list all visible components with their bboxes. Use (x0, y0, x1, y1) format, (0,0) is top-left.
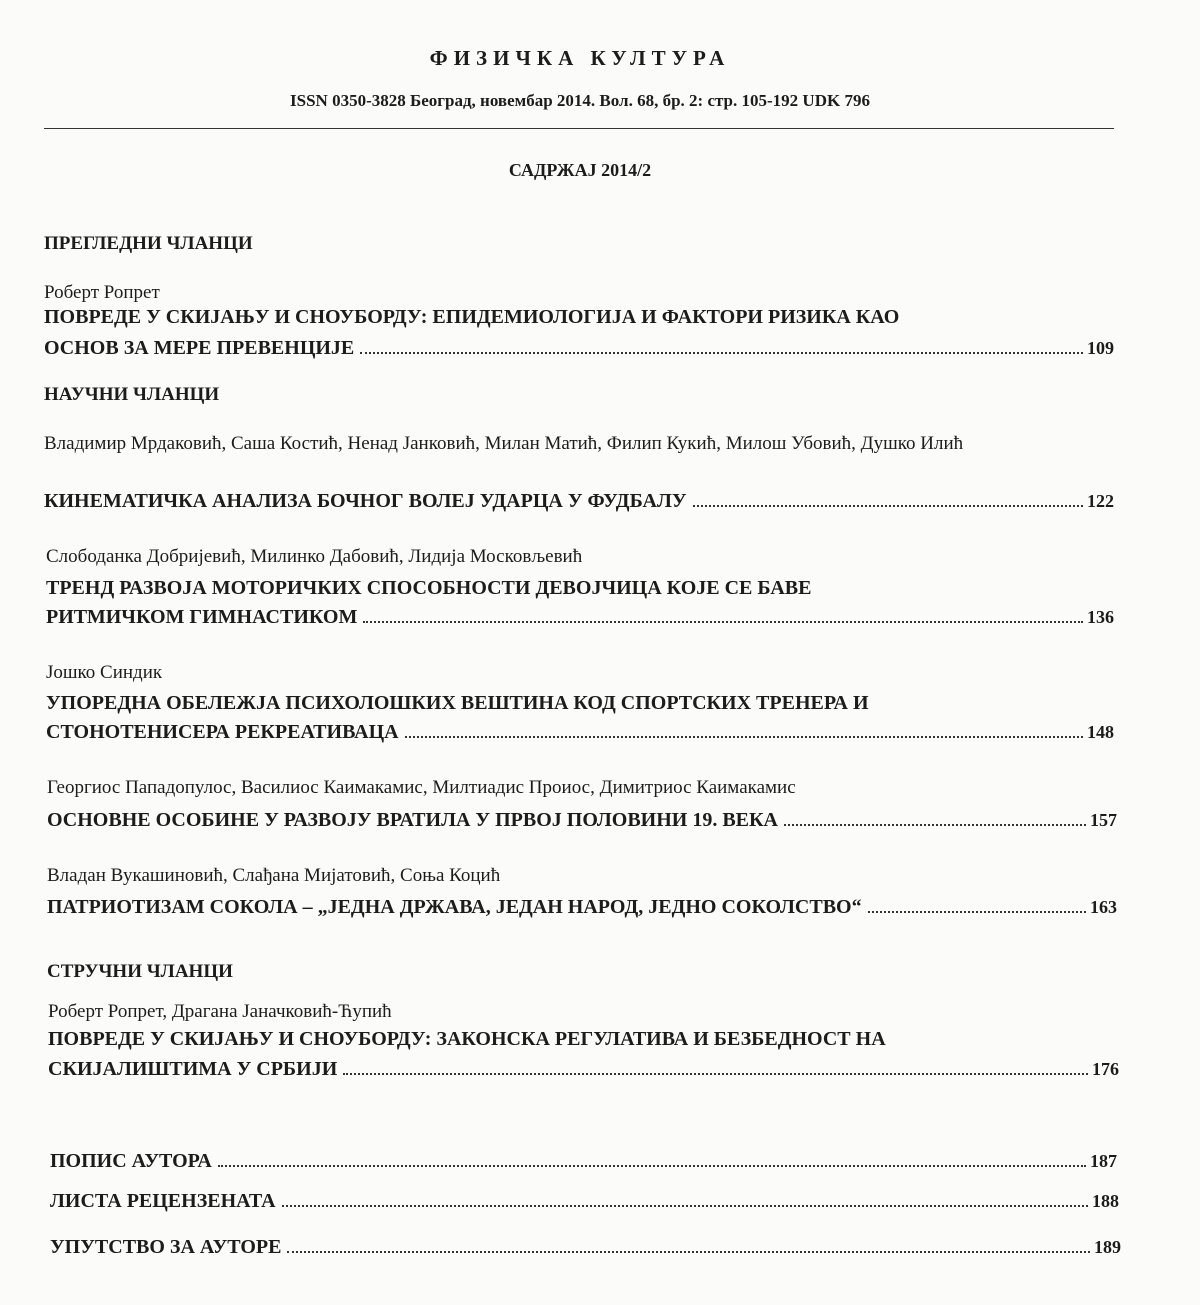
toc-entry[interactable] (47, 896, 1117, 919)
page-number: 188 (1092, 1191, 1119, 1211)
dot-leader (363, 621, 1083, 623)
dot-leader (287, 1251, 1090, 1253)
dot-leader (282, 1205, 1088, 1207)
article-title-line: ОСНОВ ЗА МЕРЕ ПРЕВЕНЦИЈЕ (44, 337, 355, 359)
page-number: 157 (1090, 810, 1117, 830)
header-divider (44, 128, 1114, 129)
extra-title: ПОПИС АУТОРА (50, 1150, 212, 1172)
section-heading-professional: СТРУЧНИ ЧЛАНЦИ (47, 961, 233, 982)
toc-entry-author-list[interactable] (50, 1150, 1117, 1173)
dot-leader (784, 824, 1086, 826)
article-authors: Слободанка Добријевић, Милинко Дабовић, Лидија Московљевић (46, 546, 583, 567)
journal-meta: ISSN 0350-3828 Београд, новембар 2014. Вол. 68, бр. 2: стр. 105-192 UDK 796 (290, 91, 870, 110)
article-title-line: ПАТРИОТИЗАМ СОКОЛА – „ЈЕДНА ДРЖАВА, ЈЕДАН НАРОД, ЈЕДНО СОКОЛСТВО“ (47, 896, 862, 918)
dot-leader (868, 911, 1086, 913)
section-heading-review: ПРЕГЛЕДНИ ЧЛАНЦИ (44, 233, 253, 254)
article-title-line: УПОРЕДНА ОБЕЛЕЖЈА ПСИХОЛОШКИХ ВЕШТИНА КОД СПОРТСКИХ ТРЕНЕРА И (46, 692, 869, 714)
article-title-line: КИНЕМАТИЧКА АНАЛИЗА БОЧНОГ ВОЛЕЈ УДАРЦА У ФУДБАЛУ (44, 490, 687, 512)
toc-entry[interactable] (44, 337, 1114, 360)
dot-leader (693, 505, 1083, 507)
toc-title: САДРЖАЈ 2014/2 (508, 160, 652, 180)
toc-entry-reviewers[interactable] (50, 1190, 1119, 1213)
article-title-line: ОСНОВНЕ ОСОБИНЕ У РАЗВОЈУ ВРАТИЛА У ПРВОЈ ПОЛОВИНИ 19. ВЕКА (47, 809, 778, 831)
dot-leader (343, 1073, 1088, 1075)
article-authors: Јошко Синдик (46, 662, 163, 683)
page-number: 189 (1094, 1237, 1121, 1257)
dot-leader (405, 736, 1083, 738)
page-number: 163 (1090, 897, 1117, 917)
extra-title: ЛИСТА РЕЦЕНЗЕНАТА (50, 1190, 276, 1212)
page-number: 122 (1087, 491, 1114, 511)
page-number: 136 (1087, 607, 1114, 627)
toc-entry[interactable] (46, 606, 1114, 629)
article-title-line: ПОВРЕДЕ У СКИЈАЊУ И СНОУБОРДУ: ЗАКОНСКА РЕГУЛАТИВА И БЕЗБЕДНОСТ НА (48, 1028, 886, 1050)
article-title-line: ПОВРЕДЕ У СКИЈАЊУ И СНОУБОРДУ: ЕПИДЕМИОЛОГИЈА И ФАКТОРИ РИЗИКА КАО (44, 306, 900, 328)
toc-entry[interactable] (48, 1058, 1119, 1081)
extra-title: УПУТСТВО ЗА АУТОРЕ (50, 1236, 282, 1258)
page-number: 109 (1087, 338, 1114, 358)
page-number: 187 (1090, 1151, 1117, 1171)
article-authors: Владимир Мрдаковић, Саша Костић, Ненад Јанковић, Милан Матић, Филип Кукић, Милош Убовић, Душко Илић (44, 433, 964, 454)
article-authors: Владан Вукашиновић, Слађана Мијатовић, Соња Коцић (47, 865, 501, 886)
dot-leader (360, 352, 1083, 354)
toc-entry[interactable] (44, 490, 1114, 513)
article-authors: Роберт Ропрет (44, 282, 160, 303)
dot-leader (218, 1165, 1086, 1167)
article-title-line: СТОНОТЕНИСЕРА РЕКРЕАТИВАЦА (46, 721, 399, 743)
article-authors: Роберт Ропрет, Драгана Јаначковић-Ћупић (48, 1001, 392, 1022)
toc-entry[interactable] (46, 721, 1114, 744)
page-number: 148 (1087, 722, 1114, 742)
journal-title: ФИЗИЧКА КУЛТУРА (429, 46, 731, 70)
article-title-line: РИТМИЧКОМ ГИМНАСТИКОМ (46, 606, 358, 628)
article-title-line: СКИЈАЛИШТИМА У СРБИЈИ (48, 1058, 338, 1080)
toc-entry-author-guidelines[interactable] (50, 1236, 1121, 1259)
article-title-line: ТРЕНД РАЗВОЈА МОТОРИЧКИХ СПОСОБНОСТИ ДЕВОЈЧИЦА КОЈЕ СЕ БАВЕ (46, 577, 812, 599)
article-authors: Георгиос Пападопулос, Василиос Каимакамис, Милтиадис Проиос, Димитриос Каимакамис (47, 777, 796, 798)
page-number: 176 (1092, 1059, 1119, 1079)
toc-entry[interactable] (47, 809, 1117, 832)
section-heading-scientific: НАУЧНИ ЧЛАНЦИ (44, 384, 220, 405)
